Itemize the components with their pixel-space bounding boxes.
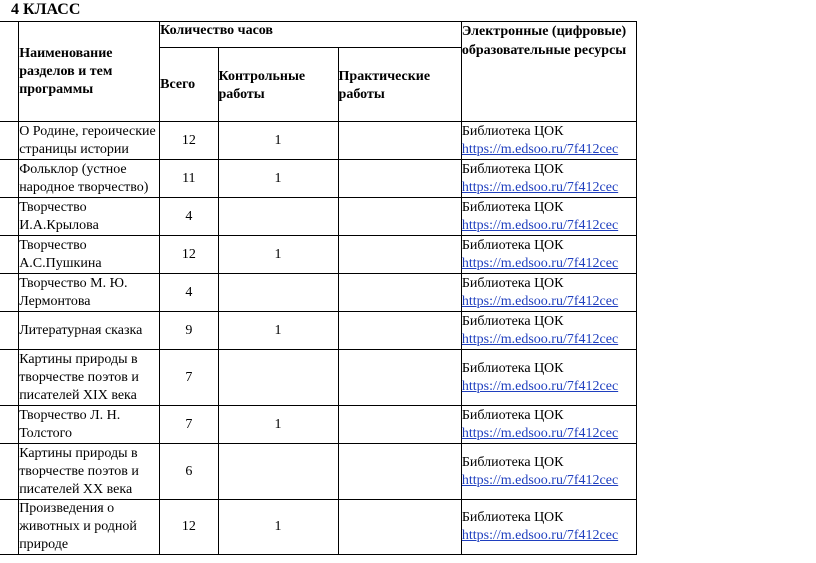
header-practical: Практические работы <box>338 48 461 122</box>
row-total-hours: 12 <box>160 500 218 555</box>
row-control-works <box>218 198 338 236</box>
row-total-hours: 11 <box>160 160 218 198</box>
row-control-works <box>218 274 338 312</box>
row-control-works: 1 <box>218 160 338 198</box>
row-number <box>0 444 19 500</box>
row-control-works: 1 <box>218 122 338 160</box>
program-table <box>0 21 637 555</box>
row-practical-works <box>338 198 461 236</box>
row-total-hours: 6 <box>160 444 218 500</box>
row-total-hours: 9 <box>160 312 218 350</box>
resource-label: Библиотека ЦОК <box>461 510 564 525</box>
row-resource <box>461 350 636 406</box>
resource-label: Библиотека ЦОК <box>461 360 564 376</box>
page-title: 4 КЛАСС <box>11 1 81 18</box>
row-resource <box>461 444 636 500</box>
table-row <box>0 198 637 236</box>
resource-link[interactable]: https://m.edsoo.ru/7f412cec <box>461 179 619 195</box>
resource-label: Библиотека ЦОК <box>461 161 564 177</box>
resource-label: Библиотека ЦОК <box>461 199 564 215</box>
resource-label: Библиотека ЦОК <box>461 237 564 253</box>
table-row <box>0 406 637 444</box>
row-total-hours: 4 <box>160 198 218 236</box>
row-resource <box>461 274 636 312</box>
row-control-works: 1 <box>218 312 338 350</box>
table-row <box>0 444 637 500</box>
header-row-top <box>0 22 637 48</box>
row-practical-works <box>338 274 461 312</box>
row-number <box>0 236 19 274</box>
row-practical-works <box>338 122 461 160</box>
table-row <box>0 122 637 160</box>
resource-link[interactable]: https://m.edsoo.ru/7f412cec <box>461 141 619 157</box>
row-number <box>0 198 19 236</box>
row-practical-works <box>338 160 461 198</box>
header-section-name: Наименование разделов и тем программы <box>19 22 160 122</box>
row-resource <box>461 122 636 160</box>
resource-link[interactable]: https://m.edsoo.ru/7f412cec <box>461 331 619 347</box>
resource-label: Библиотека ЦОК <box>461 454 564 470</box>
table-row <box>0 312 637 350</box>
table-row <box>0 160 637 198</box>
row-section-name: Творчество И.А.Крылова <box>19 198 160 236</box>
resource-label: Библиотека ЦОК <box>461 275 564 291</box>
row-section-name: Произведения о животных и родной природе <box>19 500 160 555</box>
row-practical-works <box>338 312 461 350</box>
row-control-works: 1 <box>218 500 338 555</box>
row-section-name: Творчество М. Ю. Лермонтова <box>19 274 160 312</box>
row-total-hours: 12 <box>160 236 218 274</box>
table-row <box>0 236 637 274</box>
table-row <box>0 350 637 406</box>
row-resource <box>461 406 636 444</box>
resource-link[interactable]: https://m.edsoo.ru/7f412cec <box>461 293 619 309</box>
row-number <box>0 274 19 312</box>
resource-link[interactable]: https://m.edsoo.ru/7f412cec <box>461 528 619 543</box>
row-resource <box>461 500 636 555</box>
header-resources: Электронные (цифровые) образовательные ресурсы <box>461 22 636 122</box>
header-control: Контрольные работы <box>218 48 338 122</box>
row-section-name: Картины природы в творчестве поэтов и писателей ХIХ века <box>19 350 160 406</box>
row-total-hours: 12 <box>160 122 218 160</box>
row-number <box>0 122 19 160</box>
table-row <box>0 274 637 312</box>
row-section-name: Литературная сказка <box>19 312 160 350</box>
row-number <box>0 350 19 406</box>
row-resource <box>461 160 636 198</box>
row-practical-works <box>338 350 461 406</box>
row-total-hours: 4 <box>160 274 218 312</box>
row-section-name: О Родине, героические страницы истории <box>19 122 160 160</box>
resource-link[interactable]: https://m.edsoo.ru/7f412cec <box>461 378 619 394</box>
resource-link[interactable]: https://m.edsoo.ru/7f412cec <box>461 425 619 441</box>
row-practical-works <box>338 236 461 274</box>
row-number <box>0 406 19 444</box>
row-resource <box>461 198 636 236</box>
resource-link[interactable]: https://m.edsoo.ru/7f412cec <box>461 472 619 488</box>
row-section-name: Фольклор (устное народное творчество) <box>19 160 160 198</box>
resource-link[interactable]: https://m.edsoo.ru/7f412cec <box>461 255 619 271</box>
row-practical-works <box>338 500 461 555</box>
row-number <box>0 312 19 350</box>
table-row <box>0 500 637 555</box>
resource-link[interactable]: https://m.edsoo.ru/7f412cec <box>461 217 619 233</box>
resource-label: Библиотека ЦОК <box>461 313 564 329</box>
row-number <box>0 160 19 198</box>
row-control-works: 1 <box>218 236 338 274</box>
row-practical-works <box>338 444 461 500</box>
row-control-works: 1 <box>218 406 338 444</box>
row-total-hours: 7 <box>160 406 218 444</box>
row-practical-works <box>338 406 461 444</box>
table-body <box>0 122 637 555</box>
header-total: Всего <box>160 48 218 122</box>
header-hours-group: Количество часов <box>160 22 462 48</box>
resource-label: Библиотека ЦОК <box>461 407 564 423</box>
resource-label: Библиотека ЦОК <box>461 123 564 139</box>
row-section-name: Творчество Л. Н. Толстого <box>19 406 160 444</box>
row-section-name: Картины природы в творчестве поэтов и писателей ХХ века <box>19 444 160 500</box>
row-resource <box>461 312 636 350</box>
row-resource <box>461 236 636 274</box>
row-section-name: Творчество А.С.Пушкина <box>19 236 160 274</box>
row-total-hours: 7 <box>160 350 218 406</box>
row-control-works <box>218 350 338 406</box>
header-number <box>0 22 19 122</box>
row-control-works <box>218 444 338 500</box>
row-number <box>0 500 19 555</box>
